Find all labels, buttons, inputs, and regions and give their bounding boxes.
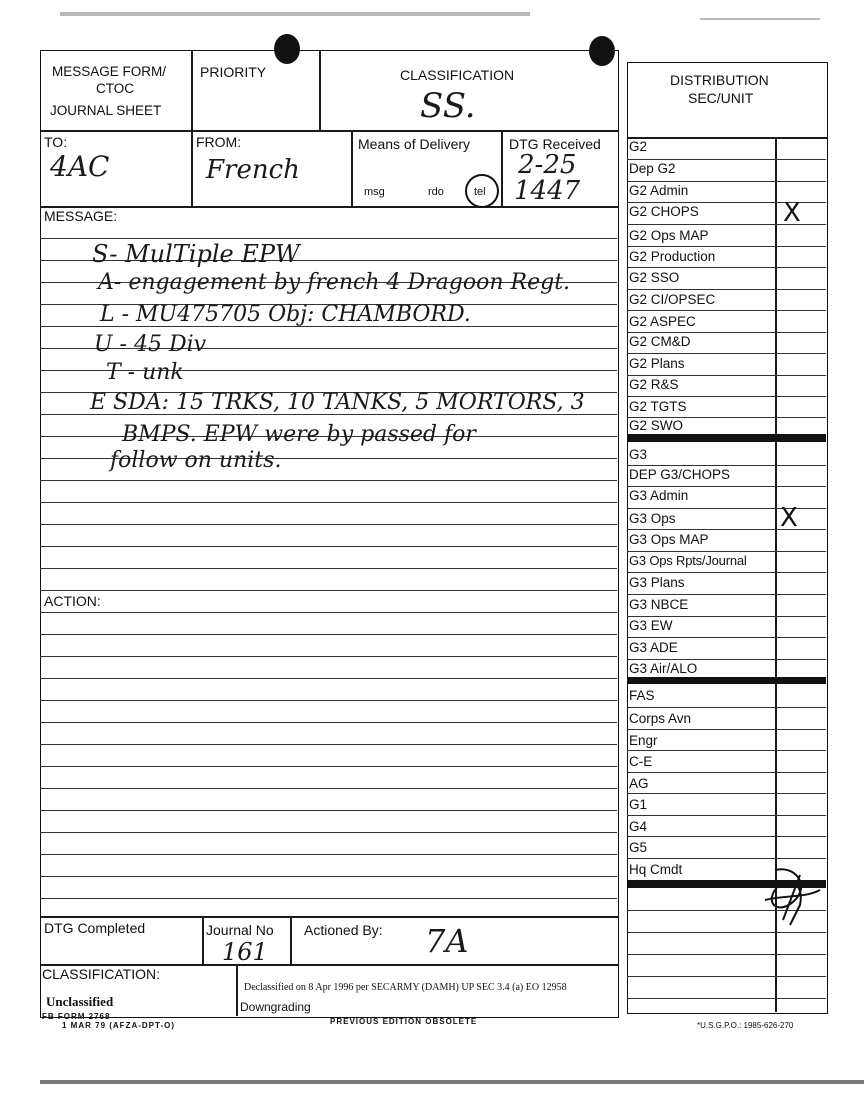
actioned-by-label: Actioned By: <box>304 922 383 938</box>
dist-item: G2 R&S <box>629 377 679 392</box>
to-label: TO: <box>44 134 68 150</box>
scan-noise-top-right <box>700 18 820 20</box>
message-line: U - 45 Div <box>94 332 207 357</box>
dist-item: G2 Plans <box>629 356 685 371</box>
declassified-note: Declassified on 8 Apr 1996 per SECARMY (DAMH) UP SEC 3.4 (a) EO 12958 <box>244 982 567 993</box>
g2-chops-check-mark: X <box>783 198 801 228</box>
actioned-by-value: 7A <box>425 922 469 960</box>
dist-item: G3 Admin <box>629 488 689 503</box>
dist-item: Dep G2 <box>629 161 676 176</box>
dtg-received-label: DTG Received <box>509 136 601 152</box>
tel-circle-mark <box>465 174 499 208</box>
dist-item: G3 Ops Rpts/Journal <box>629 553 747 568</box>
means-rdo: rdo <box>428 186 444 198</box>
message-line: T - unk <box>106 360 184 385</box>
dist-item: G3 NBCE <box>629 597 689 612</box>
previous-edition: PREVIOUS EDITION OBSOLETE <box>330 1017 478 1026</box>
dist-item: Engr <box>629 733 658 748</box>
form-number-line1: FB FORM 2768 <box>42 1012 111 1021</box>
dist-item: G3 ADE <box>629 640 678 655</box>
dist-item: Corps Avn <box>629 711 692 726</box>
scan-noise-top <box>60 12 530 16</box>
dist-item: Hq Cmdt <box>629 862 683 877</box>
dist-item: AG <box>629 776 649 791</box>
dist-item: G2 <box>629 139 648 154</box>
from-value: French <box>206 155 300 185</box>
journal-no-label: Journal No <box>206 922 274 938</box>
dist-item: G2 Ops MAP <box>629 228 709 243</box>
gpo-imprint: *U.S.G.P.O.: 1985-626-270 <box>697 1021 794 1030</box>
distribution-header-line2: SEC/UNIT <box>688 90 754 106</box>
dist-item: G4 <box>629 819 648 834</box>
form-number-line2: 1 MAR 79 (AFZA-DPT-O) <box>62 1021 175 1030</box>
dist-item: DEP G3/CHOPS <box>629 467 731 482</box>
dist-item: G2 CI/OPSEC <box>629 292 716 307</box>
dist-item: G5 <box>629 840 648 855</box>
dist-item: FAS <box>629 688 655 703</box>
dist-item: G3 Ops <box>629 511 676 526</box>
dist-item: G2 Admin <box>629 183 689 198</box>
message-line: follow on units. <box>110 448 282 473</box>
to-value: 4AC <box>50 150 110 183</box>
dtg-received-time: 1447 <box>514 176 581 206</box>
classification-footer-label: CLASSIFICATION: <box>42 966 160 982</box>
priority-label: PRIORITY <box>200 64 267 80</box>
message-line: L - MU475705 Obj: CHAMBORD. <box>100 302 471 327</box>
means-msg: msg <box>364 186 385 198</box>
classification-label: CLASSIFICATION <box>400 67 515 83</box>
action-label: ACTION: <box>44 593 105 609</box>
dist-item: G3 <box>629 447 648 462</box>
form-title-line2: CTOC <box>96 81 135 96</box>
dist-item: G3 Plans <box>629 575 685 590</box>
dist-item: G2 CM&D <box>629 334 691 349</box>
dist-item: G2 CHOPS <box>629 204 699 219</box>
distribution-header-line1: DISTRIBUTION <box>670 72 769 88</box>
dist-item: G3 Air/ALO <box>629 661 698 676</box>
dist-item: G2 Production <box>629 249 716 264</box>
dist-item: G1 <box>629 797 648 812</box>
g3-ops-check-mark: X <box>780 503 798 533</box>
journal-no-value: 161 <box>222 938 268 966</box>
dist-item: C-E <box>629 754 653 769</box>
dist-item: G2 ASPEC <box>629 314 696 329</box>
message-line: BMPS. EPW were by passed for <box>122 422 476 447</box>
means-tel: tel <box>474 186 486 198</box>
means-of-delivery-label: Means of Delivery <box>358 136 471 152</box>
downgrading-label: Downgrading <box>240 1000 311 1014</box>
message-label: MESSAGE: <box>44 208 118 224</box>
dist-item: G3 Ops MAP <box>629 532 709 547</box>
dist-item: G2 TGTS <box>629 399 687 414</box>
classification-footer-value: Unclassified <box>46 994 114 1009</box>
message-line: E SDA: 15 TRKS, 10 TANKS, 5 MORTORS, 3 <box>90 390 585 415</box>
classification-value: SS. <box>420 86 476 126</box>
dtg-received-date: 2-25 <box>518 150 577 180</box>
from-label: FROM: <box>196 134 242 150</box>
initials-scribble <box>755 860 825 930</box>
form-title-line3: JOURNAL SHEET <box>50 103 162 118</box>
dist-item: G2 SSO <box>629 270 680 285</box>
dtg-completed-label: DTG Completed <box>44 920 146 936</box>
dist-item: G2 SWO <box>629 418 684 433</box>
message-line: S- MulTiple EPW <box>92 240 300 268</box>
form-title-line1: MESSAGE FORM/ <box>52 64 167 79</box>
dist-item: G3 EW <box>629 618 673 633</box>
message-line: A- engagement by french 4 Dragoon Regt. <box>98 270 571 295</box>
scan-edge-bottom <box>40 1080 864 1084</box>
